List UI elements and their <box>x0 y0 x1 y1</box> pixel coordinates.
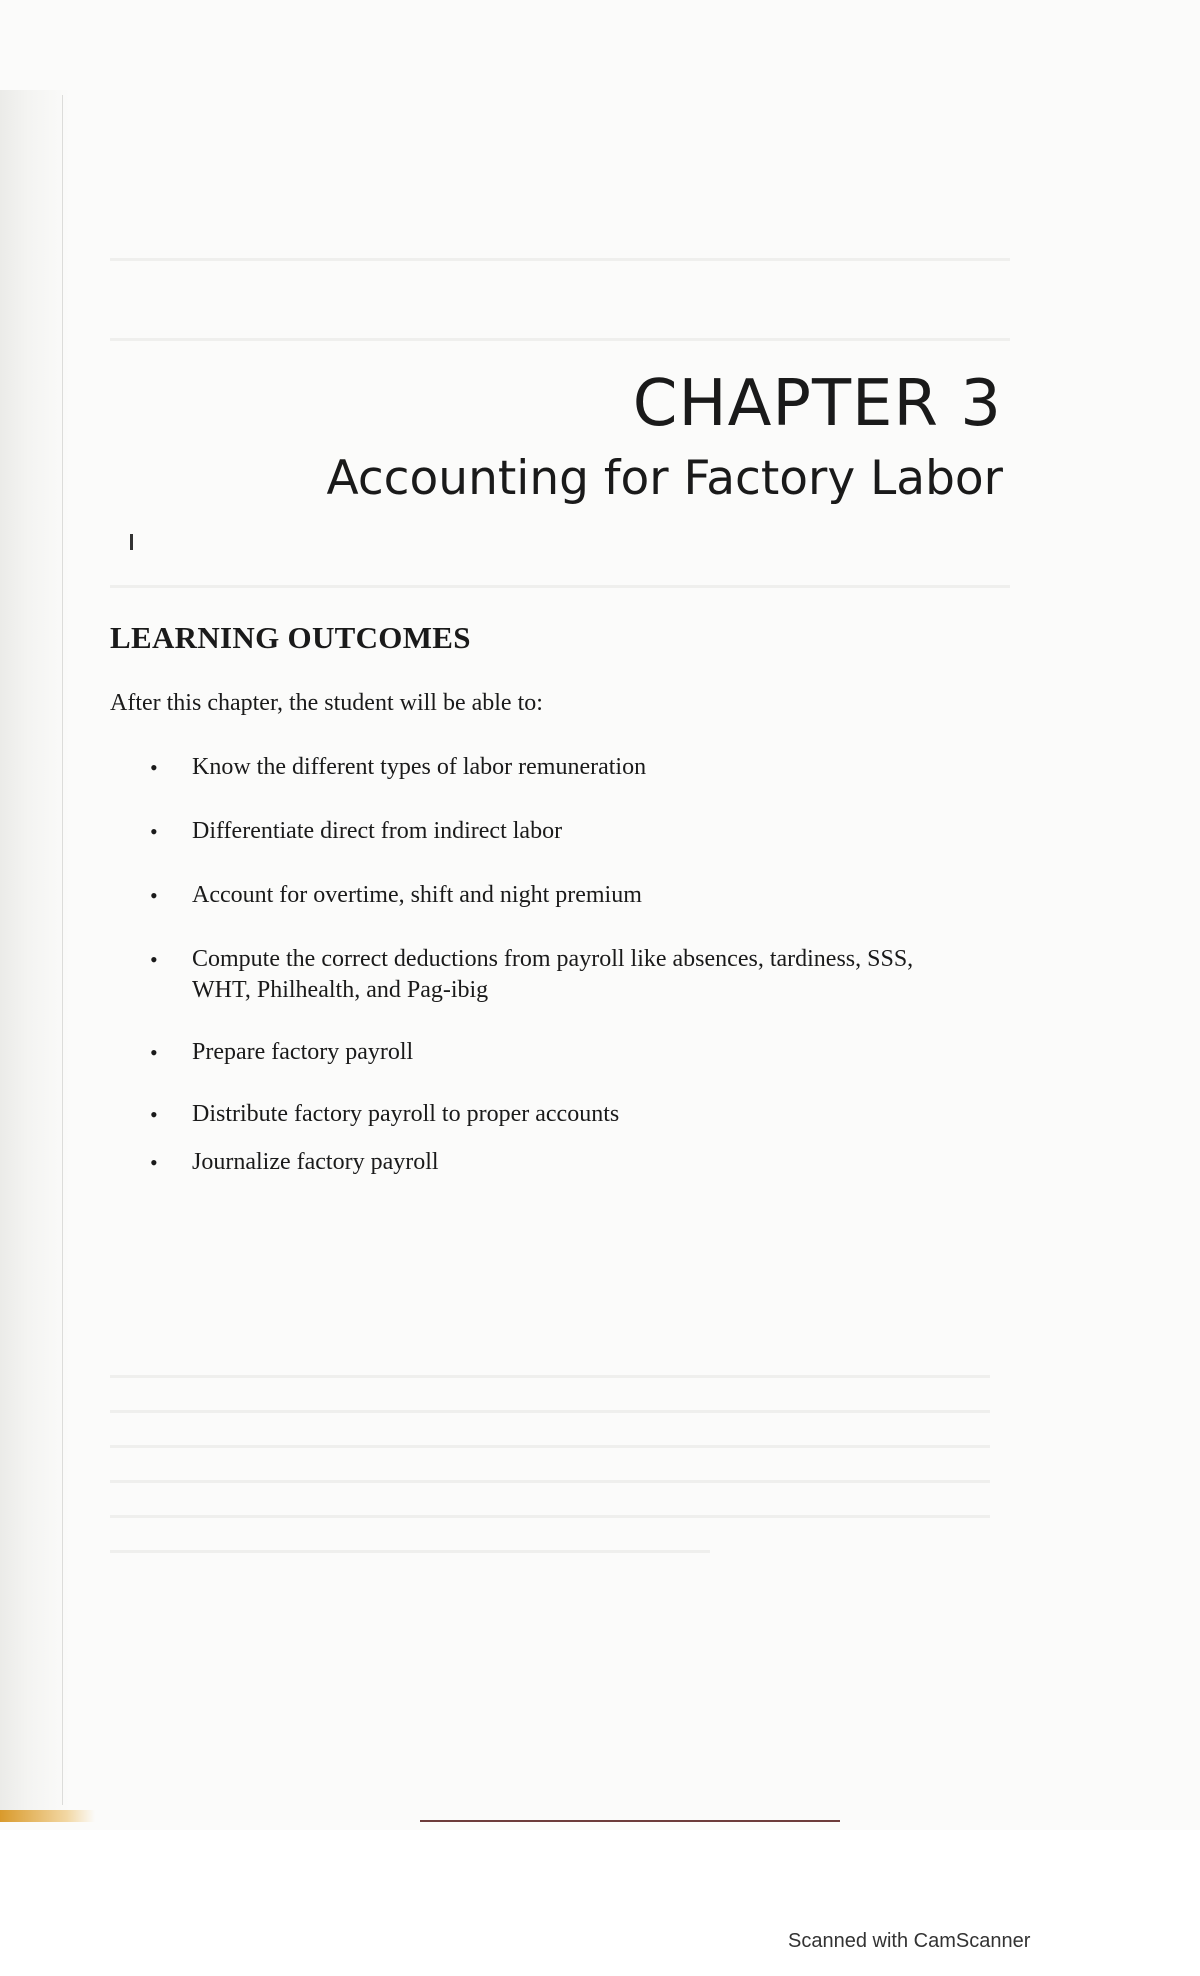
bullet-icon: • <box>150 755 158 780</box>
list-item <box>150 1147 950 1178</box>
learning-outcomes-intro: After this chapter, the student will be able to: <box>110 690 543 716</box>
list-item-text: Differentiate direct from indirect labor <box>192 818 563 844</box>
stray-mark <box>130 534 133 550</box>
bullet-icon: • <box>150 819 158 844</box>
list-item-text: Account for overtime, shift and night premium <box>192 882 642 908</box>
list-item <box>150 880 950 911</box>
bleed-through-line <box>110 258 1010 261</box>
bullet-icon: • <box>150 947 158 972</box>
bullet-icon: • <box>150 1150 158 1175</box>
list-item-text: Compute the correct deductions from payroll like absences, tardiness, SSS, WHT, Philhealth, and Pag-ibig <box>192 946 914 1003</box>
bleed-through-line <box>110 338 1010 341</box>
bullet-icon: • <box>150 883 158 908</box>
bleed-through-line <box>110 1550 710 1553</box>
page-bottom-edge <box>420 1820 840 1822</box>
list-item <box>150 816 950 847</box>
learning-outcomes-heading: LEARNING OUTCOMES <box>110 620 471 655</box>
list-item <box>150 752 950 783</box>
list-item-text: Know the different types of labor remuneration <box>192 754 647 780</box>
bleed-through-line <box>110 1480 990 1483</box>
bleed-through-line <box>110 1515 990 1518</box>
bullet-icon: • <box>150 1102 158 1127</box>
bleed-through-line <box>110 1375 990 1378</box>
list-item <box>150 1037 950 1068</box>
list-item <box>150 944 950 1006</box>
chapter-number: CHAPTER 3 <box>632 367 1002 441</box>
list-item <box>150 1099 950 1130</box>
bleed-through-line <box>110 1445 990 1448</box>
page-corner-tint <box>0 1810 95 1822</box>
bleed-through-line <box>110 1410 990 1413</box>
learning-outcomes-list <box>150 752 950 1178</box>
bullet-icon: • <box>150 1040 158 1065</box>
list-item-text: Journalize factory payroll <box>192 1149 439 1175</box>
list-item-text: Prepare factory payroll <box>192 1039 414 1065</box>
page-edge-shadow <box>0 90 70 1810</box>
bleed-through-line <box>110 585 1010 588</box>
chapter-title: Accounting for Factory Labor <box>326 451 1003 506</box>
list-item-text: Distribute factory payroll to proper accounts <box>192 1101 620 1127</box>
scanner-watermark: Scanned with CamScanner <box>788 1930 1031 1952</box>
page-edge-line <box>62 95 63 1805</box>
